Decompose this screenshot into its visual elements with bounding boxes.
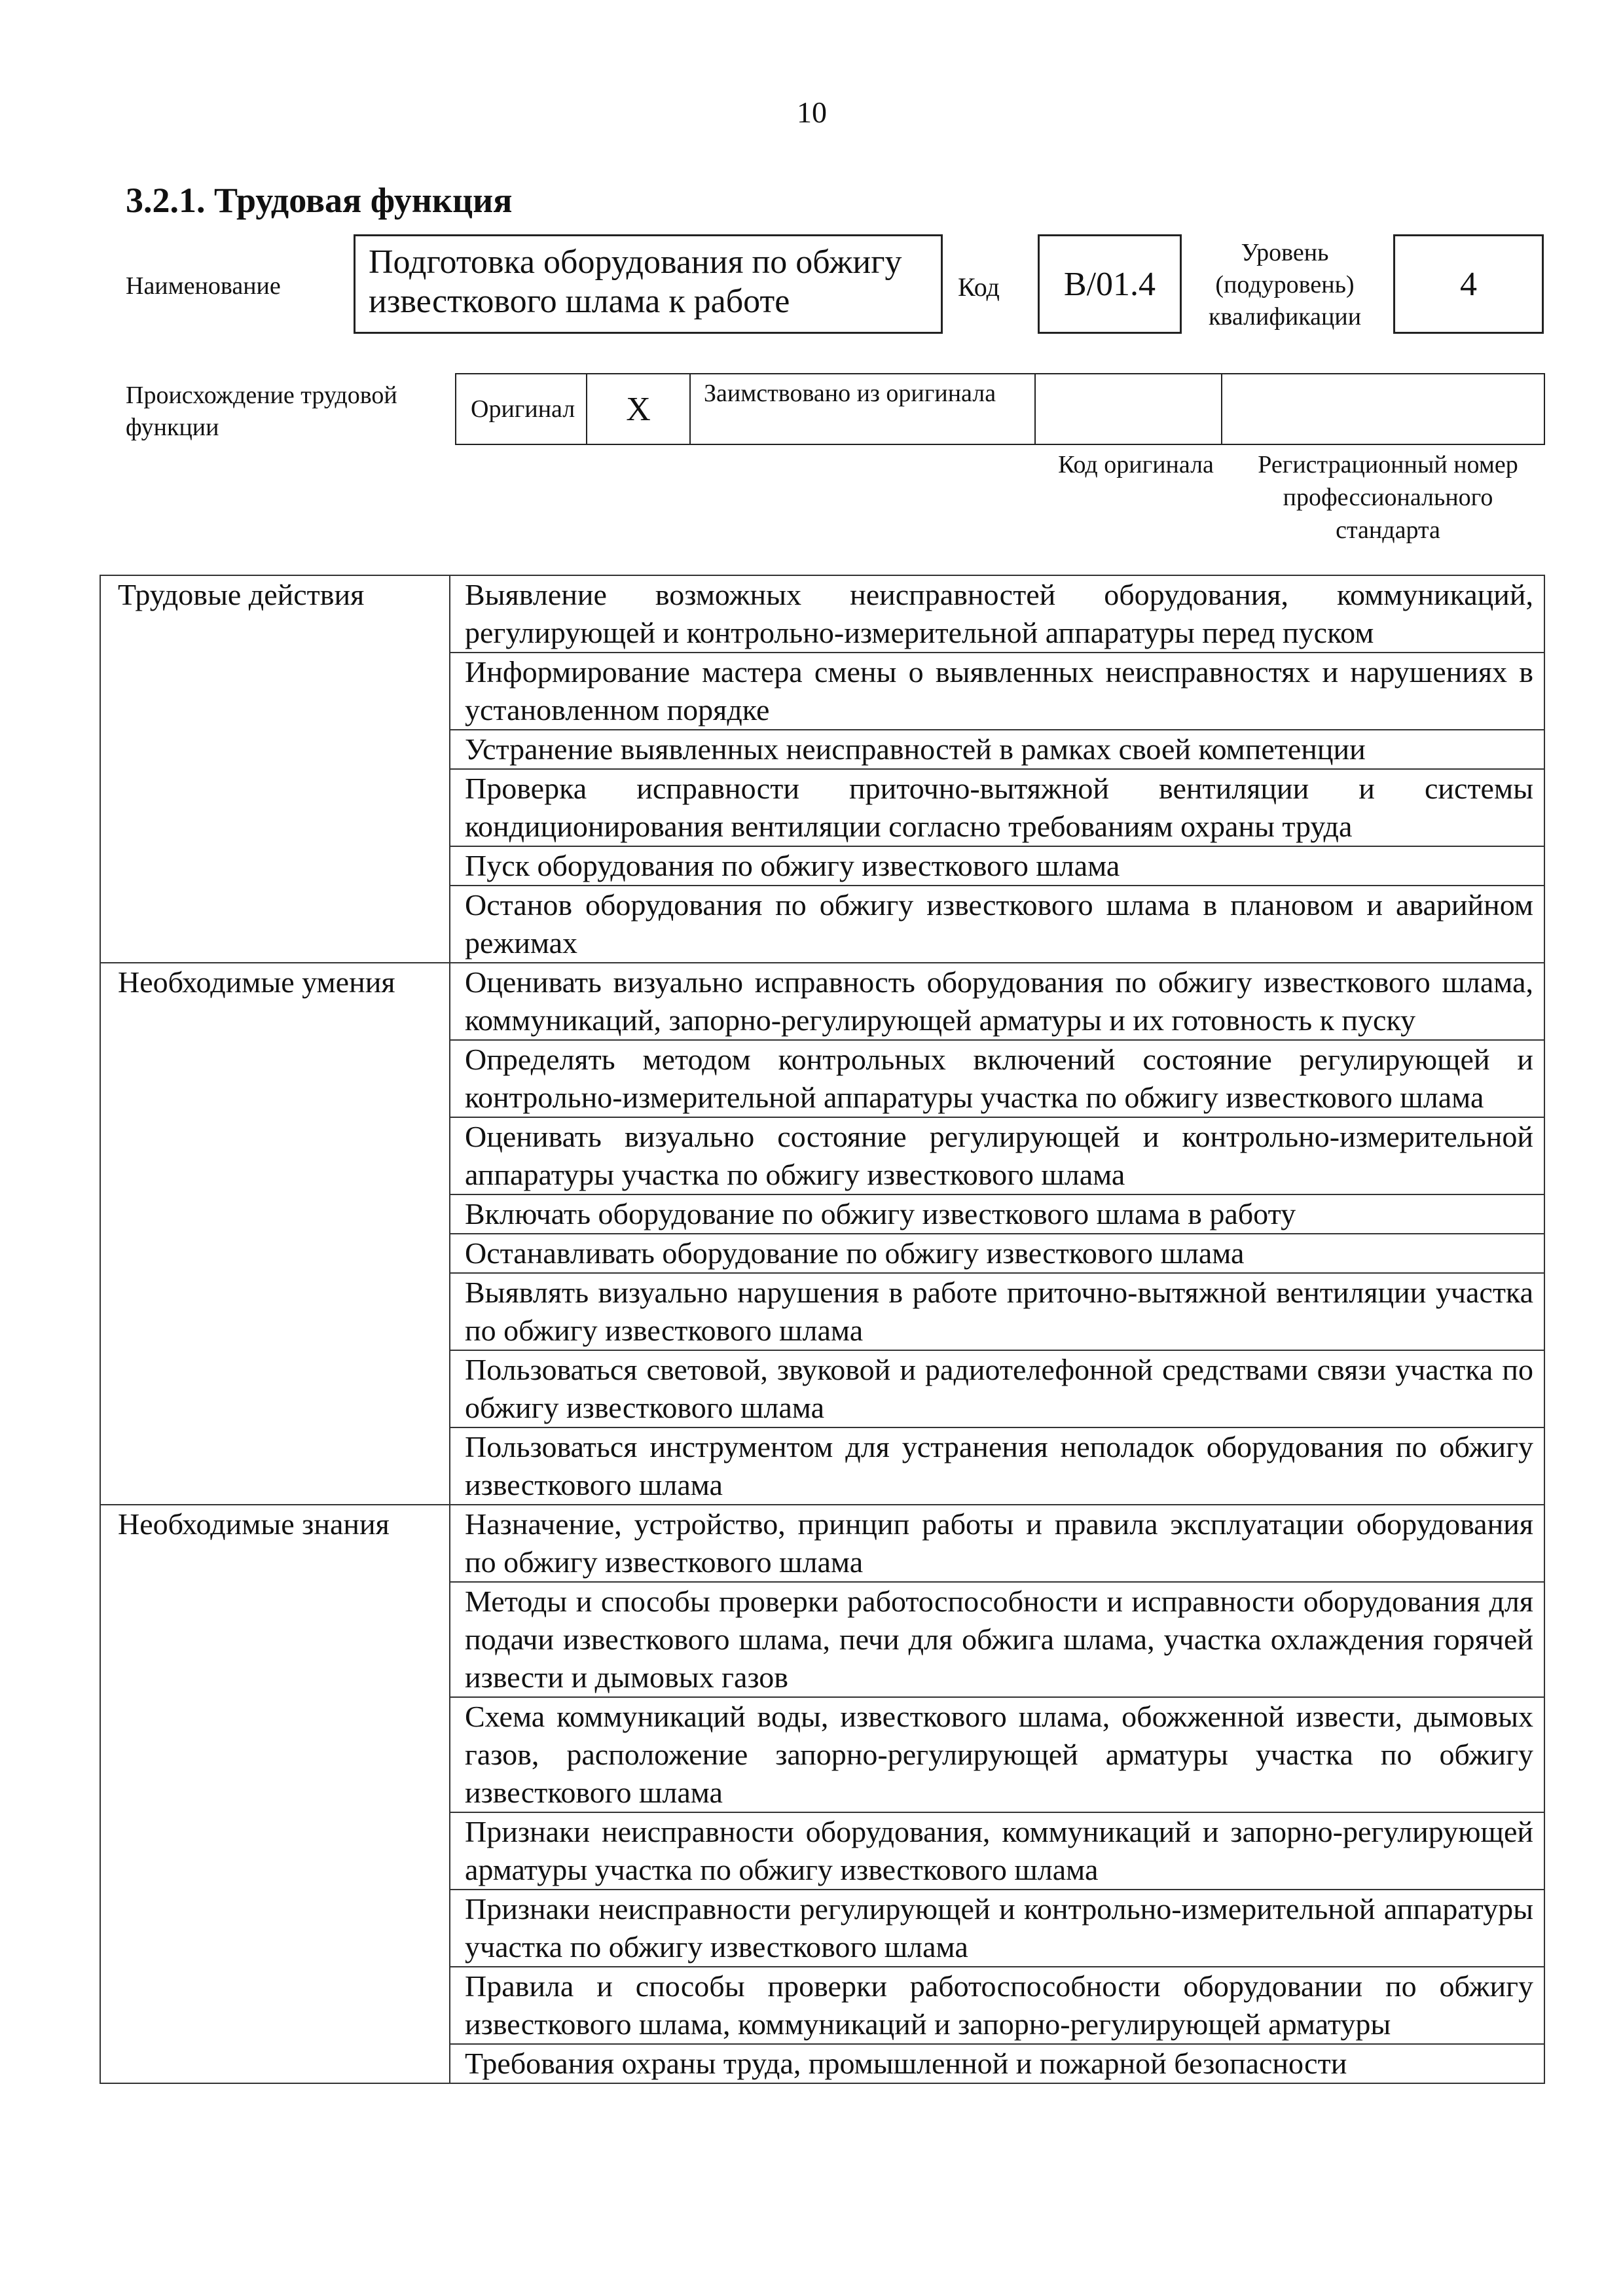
item-cell: Требования охраны труда, промышленной и пожарной безопасности [450, 2044, 1544, 2083]
item-cell: Выявление возможных неисправностей оборудования, коммуникаций, регулирующей и контрольно-измерительной аппаратуры перед пуском [450, 575, 1544, 653]
level-value: 4 [1393, 234, 1544, 334]
item-cell: Пользоваться световой, звуковой и радиотелефонной средствами связи участка по обжигу известкового шлама [450, 1350, 1544, 1427]
item-cell: Информирование мастера смены о выявленных неисправностях и нарушениях в установленном порядке [450, 653, 1544, 730]
origin-reg-caption: Регистрационный номер профессионального стандарта [1258, 451, 1518, 544]
code-label: Код [958, 272, 1000, 302]
origin-reg-cell [1222, 374, 1544, 444]
item-cell: Устранение выявленных неисправностей в рамках своей компетенции [450, 730, 1544, 769]
item-cell: Проверка исправности приточно-вытяжной вентиляции и системы кондиционирования вентиляции согласно требованиям охраны труда [450, 769, 1544, 846]
item-cell: Схема коммуникаций воды, известкового шлама, обожженной извести, дымовых газов, расположение запорно-регулирующей арматуры участка по обжигу известкового шлама [450, 1697, 1544, 1812]
table-row [100, 963, 1544, 1040]
origin-label: Происхождение трудовой функции [126, 382, 397, 441]
item-cell: Определять методом контрольных включений состояние регулирующей и контрольно-измерительной аппаратуры участка по обжигу известкового шлама [450, 1040, 1544, 1117]
item-cell: Пуск оборудования по обжигу известкового шлама [450, 846, 1544, 886]
code-value: В/01.4 [1038, 234, 1182, 334]
item-cell: Оценивать визуально исправность оборудования по обжигу известкового шлама, коммуникаций, запорно-регулирующей арматуры и их готовность к пуску [450, 963, 1544, 1040]
item-cell: Включать оборудование по обжигу известкового шлама в работу [450, 1194, 1544, 1234]
item-cell: Оценивать визуально состояние регулирующей и контрольно-измерительной аппаратуры участка по обжигу известкового шлама [450, 1117, 1544, 1194]
level-label: Уровень (подуровень) квалификации [1208, 239, 1362, 331]
page-number: 10 [797, 96, 827, 129]
name-value: Подготовка оборудования по обжигу известкового шлама к работе [354, 234, 943, 334]
origin-row [455, 373, 1545, 445]
origin-code-caption: Код оригинала [1058, 451, 1214, 478]
function-table [100, 575, 1545, 2084]
item-cell: Признаки неисправности оборудования, коммуникаций и запорно-регулирующей арматуры участка по обжигу известкового шлама [450, 1812, 1544, 1890]
name-label: Наименование [126, 272, 281, 300]
item-cell: Останавливать оборудование по обжигу известкового шлама [450, 1234, 1544, 1273]
item-cell: Правила и способы проверки работоспособности оборудовании по обжигу известкового шлама, коммуникаций и запорно-регулирующей арматуры [450, 1967, 1544, 2044]
origin-code-cell [1036, 374, 1222, 444]
category-cell: Необходимые умения [100, 963, 450, 1505]
section-title: 3.2.1. Трудовая функция [126, 181, 513, 220]
origin-mark: X [587, 374, 691, 444]
item-cell: Останов оборудования по обжигу известкового шлама в плановом и аварийном режимах [450, 886, 1544, 963]
table-row [100, 1505, 1544, 1582]
item-cell: Выявлять визуально нарушения в работе приточно-вытяжной вентиляции участка по обжигу известкового шлама [450, 1273, 1544, 1350]
origin-original: Оригинал [456, 374, 587, 444]
table-row [100, 575, 1544, 653]
origin-borrowed: Заимствовано из оригинала [691, 374, 1036, 444]
category-cell: Трудовые действия [100, 575, 450, 963]
item-cell: Признаки неисправности регулирующей и контрольно-измерительной аппаратуры участка по обжигу известкового шлама [450, 1890, 1544, 1967]
category-cell: Необходимые знания [100, 1505, 450, 2083]
item-cell: Пользоваться инструментом для устранения неполадок оборудования по обжигу известкового шлама [450, 1427, 1544, 1505]
item-cell: Назначение, устройство, принцип работы и правила эксплуатации оборудования по обжигу известкового шлама [450, 1505, 1544, 1582]
item-cell: Методы и способы проверки работоспособности и исправности оборудования для подачи известкового шлама, печи для обжига шлама, участка охлаждения горячей извести и дымовых газов [450, 1582, 1544, 1697]
